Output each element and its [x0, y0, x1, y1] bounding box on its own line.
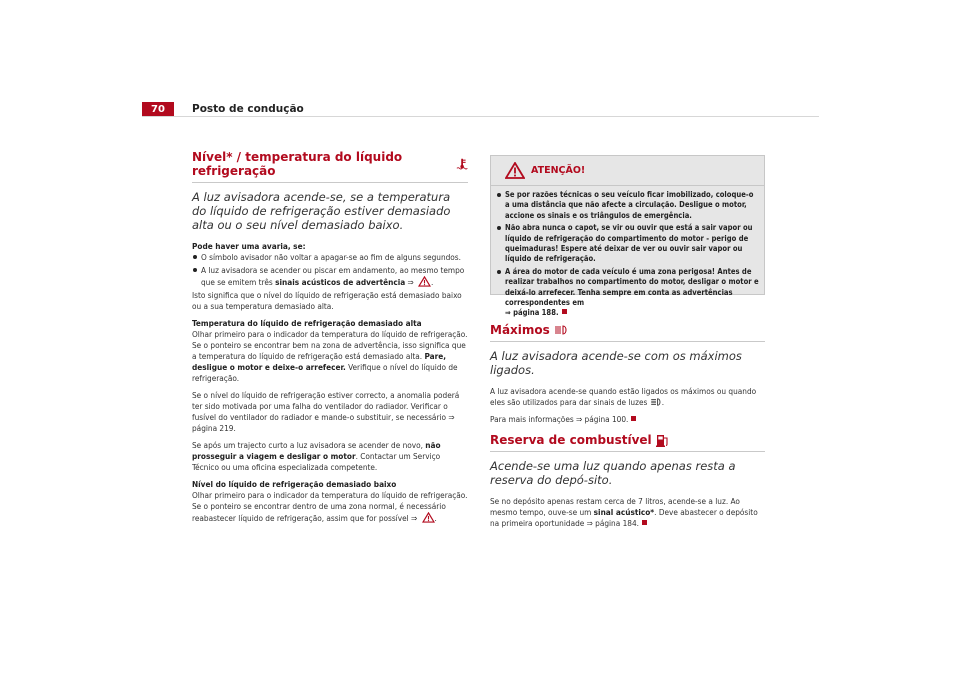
warning-triangle-icon [505, 162, 525, 179]
high-beam-lead: A luz avisadora acende-se com os máximos ligados. [490, 349, 742, 377]
low-level-heading: Nível do líquido de refrigeração demasiado baixo [192, 479, 397, 489]
fault-heading: Pode haver uma avaria, se: [192, 241, 306, 251]
high-beam-title [490, 323, 765, 342]
end-marker [631, 416, 636, 421]
normal-level-text: Se o nível do líquido de refrigeração estiver correcto, a anomalia poderá ter sido motivada por uma falha do ventilador do radiador. Verificar o fusível do ventilador do radiador e mande-o substituir, se necessário ⇒ página 219. [192, 390, 460, 433]
warning-header [491, 156, 764, 186]
high-temp-text [192, 329, 468, 384]
fault-bullet-2 [192, 265, 468, 288]
high-beam-icon [650, 397, 665, 407]
high-beam-section [490, 323, 765, 431]
end-marker [642, 520, 647, 525]
acoustic-signal-term: sinal acústico* [593, 507, 655, 517]
fuel-title-text: Reserva de combustível [490, 433, 652, 447]
warning-bullet-1: Se por razões técnicas o seu veículo ficar imobilizado, coloque-o a uma distância que não afecte a circulação. Desligue o motor, accione os sinais e os triângulos de emergência. [496, 190, 759, 221]
coolant-section-title [192, 150, 468, 183]
again-text [192, 440, 468, 473]
warning-bullet-3 [496, 267, 759, 319]
fault-bullet-1: O símbolo avisador não voltar a apagar-se ao fim de alguns segundos. [192, 252, 468, 263]
header-rule [142, 116, 819, 117]
warning-page-ref[interactable]: ⇒ página 188. [505, 308, 559, 318]
high-beam-text-a: A luz avisadora acende-se quando estão ligados os máximos ou quando eles são utilizados para dar sinais de luzes [490, 386, 757, 407]
warning-triangle-icon[interactable] [422, 512, 435, 523]
again-text-b: . Contactar um Serviço Técnico ou uma oficina especializada competente. [192, 451, 441, 472]
low-level-text [192, 490, 468, 524]
period: . [661, 397, 665, 407]
warning-bullet-3-text: A área do motor de cada veículo é uma zona perigosa! Antes de realizar trabalhos no compartimento do motor, desligar o motor e deixá-lo arrefecer. Tenha sempre em conta as advertências correspondentes em [505, 266, 759, 308]
fuel-title [490, 433, 765, 452]
period: . [434, 513, 437, 523]
xref-arrow: ⇒ [405, 277, 417, 287]
high-beam-text [490, 386, 765, 408]
again-instruction: não prosseguir a viagem e desligar o motor [192, 440, 441, 461]
high-beam-title-text: Máximos [490, 323, 550, 337]
high-temp-instruction: Pare, desligue o motor e deixe-o arrefecer. [192, 351, 447, 372]
page-number: 70 [142, 102, 174, 116]
chapter-title: Posto de condução [192, 103, 304, 115]
fault-bullet-2-text: A luz avisadora se acender ou piscar em andamento, ao mesmo tempo que se emitem três [201, 265, 465, 287]
high-temp-heading: Temperatura do líquido de refrigeração demasiado alta [192, 318, 422, 328]
fuel-text [490, 496, 765, 529]
warning-triangle-icon[interactable] [418, 276, 434, 287]
left-column [192, 150, 468, 530]
again-text-a: Se após um trajecto curto a luz avisadora se acender de novo, [192, 440, 426, 450]
warning-bullet-2: Não abra nunca o capot, se vir ou ouvir que está a sair vapor ou líquido de refrigeração do compartimento do motor - perigo de queimaduras! Espere até deixar de ver ou ouvir sair vapor ou líquido de refrigeração. [496, 223, 759, 265]
fuel-text-b: . Deve abastecer o depósito na primeira oportunidade ⇒ página 184. [490, 507, 758, 528]
fuel-pump-icon [656, 433, 669, 447]
high-beam-page-ref[interactable]: Para mais informações ⇒ página 100. [490, 414, 629, 424]
high-temp-text-b: Verifique o nível do líquido de refrigeração. [192, 362, 458, 383]
high-temp-text-a: Olhar primeiro para o indicador da temperatura do líquido de refrigeração. Se o ponteiro se encontrar bem na zona de advertência, isso significa que a temperatura do líquido de refrigeração está demasiado alta. [192, 329, 468, 361]
high-beam-more [490, 414, 765, 425]
high-beam-icon [554, 325, 568, 335]
acoustic-signals-term: sinais acústicos de advertência [275, 277, 406, 287]
fuel-lead: Acende-se uma luz quando apenas resta a reserva do depó-sito. [490, 459, 736, 487]
end-marker [562, 309, 567, 314]
coolant-title-text: Nível* / temperatura do líquido refrigeração [192, 150, 403, 178]
warning-body [491, 186, 764, 319]
meaning-text: Isto significa que o nível do líquido de refrigeração está demasiado baixo ou a sua temperatura demasiado alta. [192, 290, 462, 311]
fuel-section [490, 433, 765, 535]
warning-title: ATENÇÃO! [531, 165, 586, 176]
low-level-text-a: Olhar primeiro para o indicador da temperatura do líquido de refrigeração. Se o ponteiro se encontrar dentro de uma zona normal, é necessário reabastecer líquido de refrigeração, assim que for possível ⇒ [192, 490, 468, 523]
coolant-lead: A luz avisadora acende-se, se a temperatura do líquido de refrigeração estiver demasiado alta ou o seu nível demasiado baixo. [192, 190, 451, 232]
coolant-icon [456, 157, 468, 171]
period: . [431, 277, 434, 287]
warning-box [490, 155, 765, 318]
fuel-text-a: Se no depósito apenas restam cerca de 7 litros, acende-se a luz. Ao mesmo tempo, ouve-se um [490, 496, 740, 517]
